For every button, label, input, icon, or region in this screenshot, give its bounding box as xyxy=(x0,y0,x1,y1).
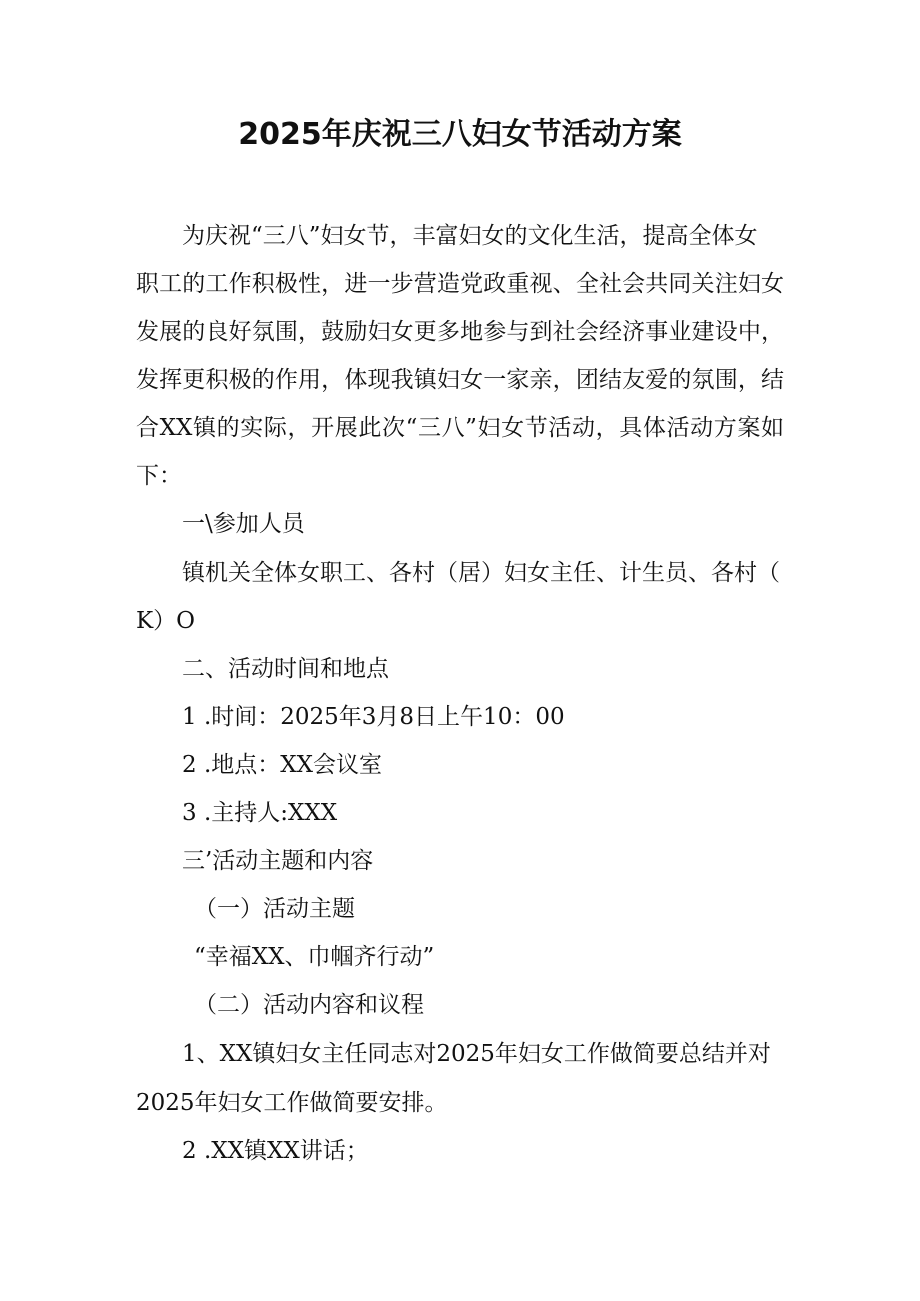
section3-theme: “幸福XX、巾帼齐行动” xyxy=(194,944,435,970)
section3-heading: 三’活动主题和内容 xyxy=(182,848,374,874)
intro-line-6: 下： xyxy=(136,463,182,489)
intro-line-5: 合XX镇的实际，开展此次“三八”妇女节活动，具体活动方案如 xyxy=(136,415,784,441)
section3-sub2-heading: （二）活动内容和议程 xyxy=(194,992,424,1018)
intro-line-1: 为庆祝“三八”妇女节，丰富妇女的文化生活，提高全体女 xyxy=(182,223,758,249)
agenda-line-1: 1、XX镇妇女主任同志对2025年妇女工作做简要总结并对 xyxy=(182,1041,771,1067)
section2-item-host: 3 .主持人:XXX xyxy=(182,800,338,826)
section2-heading: 二、活动时间和地点 xyxy=(182,656,389,682)
intro-line-4: 发挥更积极的作用，体现我镇妇女一家亲，团结友爱的氛围，结 xyxy=(136,367,784,393)
intro-line-3: 发展的良好氛围，鼓励妇女更多地参与到社会经济事业建设中， xyxy=(136,319,784,345)
section2-item-place: 2 .地点：XX会议室 xyxy=(182,752,383,778)
agenda-line-2: 2025年妇女工作做简要安排。 xyxy=(136,1090,448,1116)
section1-line-1: 镇机关全体女职工、各村（居）妇女主任、计生员、各村（ xyxy=(182,560,780,586)
section1-line-2: K）O xyxy=(136,608,196,634)
section1-heading: 一\参加人员 xyxy=(182,511,305,537)
agenda-line-3: 2 .XX镇XX讲话； xyxy=(182,1138,369,1164)
document-title: 2025年庆祝三八妇女节活动方案 xyxy=(238,117,682,152)
intro-line-2: 职工的工作积极性，进一步营造党政重视、全社会共同关注妇女 xyxy=(136,271,784,297)
section3-sub1-heading: （一）活动主题 xyxy=(194,896,355,922)
section2-item-time: 1 .时间：2025年3月8日上午10：00 xyxy=(182,704,565,730)
